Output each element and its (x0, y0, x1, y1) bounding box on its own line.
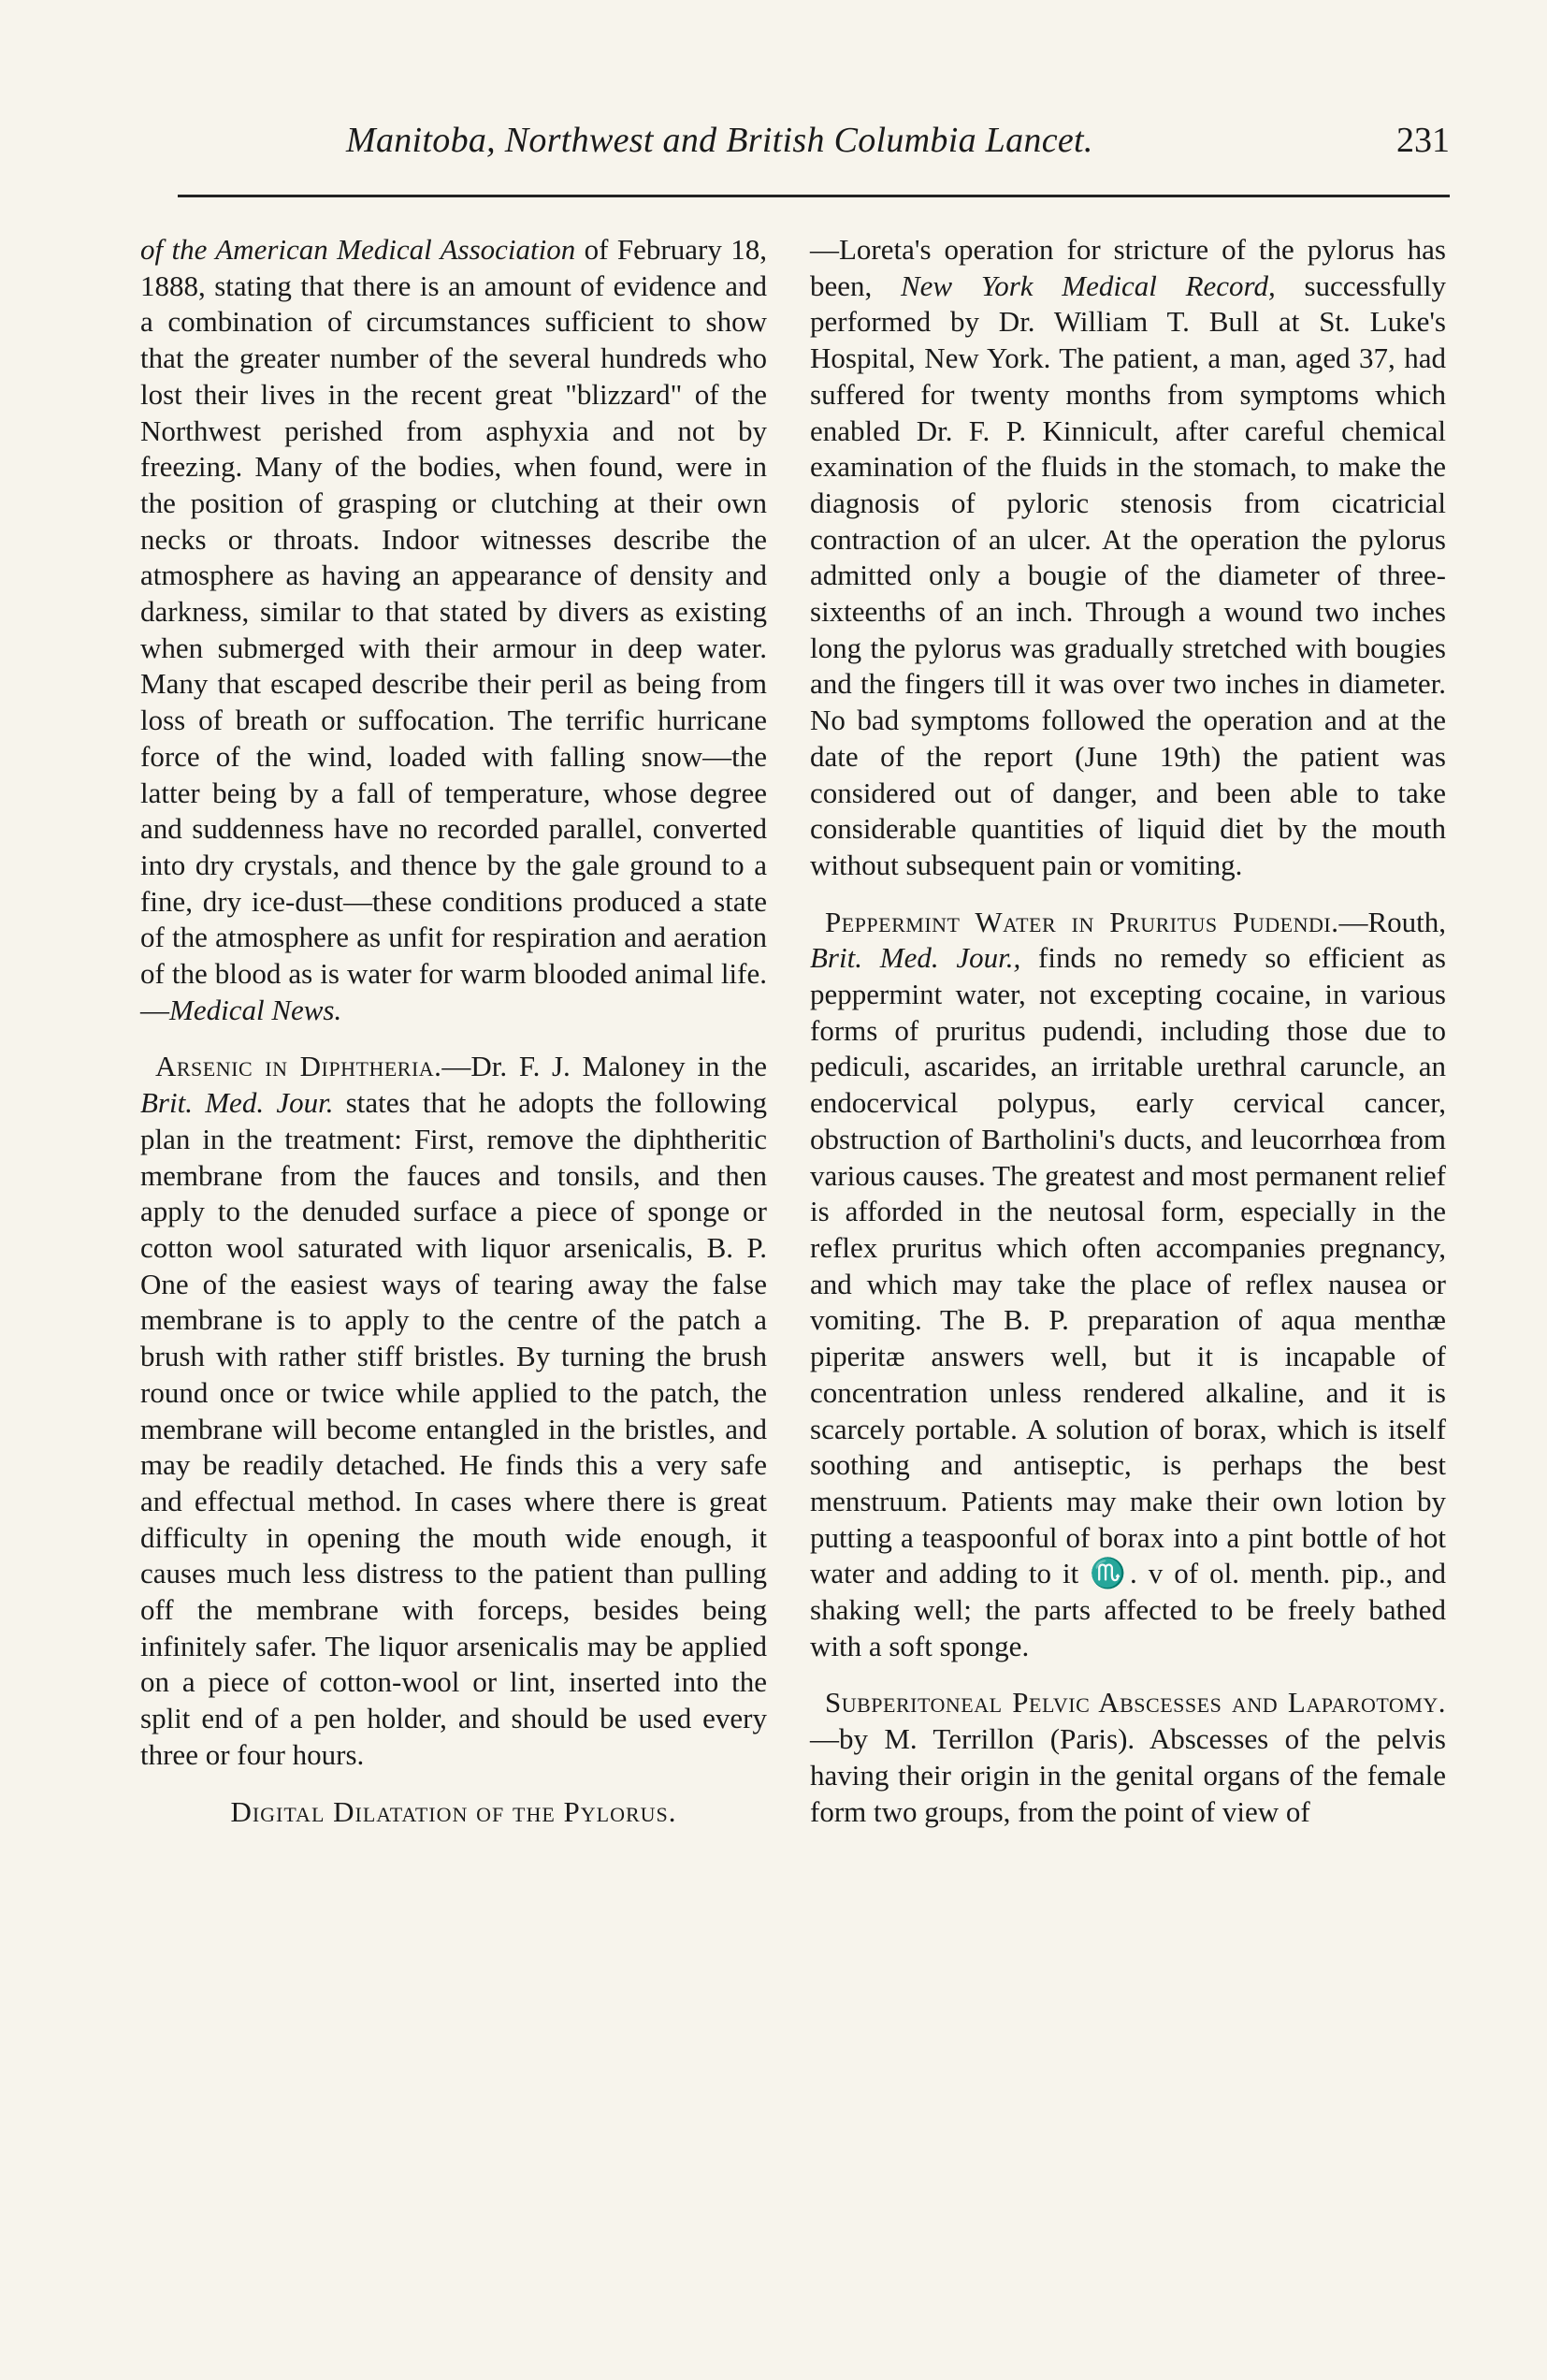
arsenic-paragraph (140, 1049, 767, 1773)
running-title: Manitoba, Northwest and British Columbia Lancet. (346, 121, 1093, 160)
section-heading: Subperitoneal Pelvic Abscesses and Laparotomy. (825, 1686, 1446, 1720)
section-heading: Arsenic in Diphtheria. (155, 1050, 442, 1083)
right-column (810, 232, 1446, 1830)
paragraph-text: —Loreta's operation for stricture of the pylorus has been, (810, 233, 1446, 302)
journal-title: Brit. Med. Jour. (140, 1086, 334, 1120)
paragraph-text: —Routh, (1338, 905, 1446, 938)
page-header (178, 120, 1450, 176)
paragraph-text: of February 18, 1888, stating that there is an amount of evidence and a combination of circumstances sufficient to show that the greater number of the several hundreds who lost their lives in the recent great "blizzard" of the Northwest perished from asphyxia and not by freezing. Many of the bodies, when found, were in the position of grasping or clutching at their own necks or throats. Indoor witnesses describe the atmosphere as having an appearance of density and darkness, similar to that stated by divers as existing when submerged with their armour in deep water. Many that escaped describe their peril as being from loss of breath or suffocation. The terrific hurricane force of the wind, loaded with falling snow—the latter being by a fall of temperature, whose degree and suddenness have no recorded parallel, converted into dry crystals, and thence by the gale ground to a fine, dry ice-dust—these conditions produced a state of the atmosphere as unfit for respiration and aeration of the blood as is water for warm blooded animal life.— (140, 233, 767, 1026)
section-heading: Digital Dilatation of the Pylorus. (230, 1794, 677, 1828)
journal-title: New York Medical Record, (901, 268, 1276, 302)
paragraph-text: —Dr. F. J. Maloney in the (441, 1050, 767, 1083)
paragraph-text: states that he adopts the following plan in the treatment: First, remove the diphtheritic membrane from the fauces and tonsils, and then apply to the denuded surface a piece of sponge or cotton wool saturated with liquor arsenicalis, B. P. One of the easiest ways of tearing away the false membrane is to apply to the centre of the patch a brush with rather stiff bristles. By turning the brush round once or twice while applied to the patch, the membrane will become entangled in the bristles, and may be readily detached. He finds this a very safe and effectual method. In cases where there is great difficulty in opening the mouth wide enough, it causes much less distress to the patient than pulling off the membrane with forceps, besides being infinitely safer. The liquor arsenicalis may be applied on a piece of cotton-wool or lint, inserted into the split end of a pen holder, and should be used every three or four hours. (140, 1086, 767, 1771)
journal-title: Brit. Med. Jour., (810, 941, 1021, 975)
header-rule (178, 195, 1450, 197)
section-heading: Peppermint Water in Pruritus Pudendi. (825, 905, 1339, 938)
blizzard-paragraph (140, 232, 767, 1028)
paragraph-text: finds no remedy so efficient as peppermint water, not excepting cocaine, in various forms of pruritus pudendi, including those due to pediculi, ascarides, an irritable urethral caruncle, an endocervical polypus, early cervical cancer, obstruction of Bartholini's ducts, and leucorrhœa from various causes. The greatest and most permanent relief is afforded in the neutosal form, especially in the reflex pruritus which often accompanies pregnancy, and which may take the place of reflex nausea or vomiting. The B. P. preparation of aqua menthæ piperitæ answers well, but it is incapable of concentration unless rendered alkaline, and it is scarcely portable. A solution of borax, which is itself soothing and antiseptic, is perhaps the best menstruum. Patients may make their own lotion by putting a teaspoonful of borax into a pint bottle of hot water and adding to it ♏. v of ol. menth. pip., and shaking well; the parts affected to be freely bathed with a soft sponge. (810, 941, 1446, 1662)
paragraph-text: successfully performed by Dr. William T. Bull at St. Luke's Hospital, New York. The patient, a man, aged 37, had suffered for twenty months from symptoms which enabled Dr. F. P. Kinnicult, after careful chemical examination of the fluids in the stomach, to make the diagnosis of pyloric stenosis from cicatricial contraction of an ulcer. At the operation the pylorus admitted only a bougie of the diameter of three-sixteenths of an inch. Through a wound two inches long the pylorus was gradually stretched with bougies and the fingers till it was over two inches in diameter. No bad symptoms followed the operation and at the date of the report (June 19th) the patient was considered out of danger, and been able to take considerable quantities of liquid diet by the mouth without subsequent pain or vomiting. (810, 268, 1446, 881)
journal-title: of the American Medical Association (140, 233, 576, 266)
pylorus-paragraph (810, 232, 1446, 884)
source-citation: Medical News. (169, 993, 342, 1026)
page-number: 231 (1396, 121, 1450, 160)
peppermint-paragraph (810, 905, 1446, 1665)
left-column (140, 232, 767, 1830)
paragraph-text: —by M. Terrillon (Paris). Abscesses of the pelvis having their origin in the genital organs of the female form two groups, from the point of view of (810, 1722, 1446, 1828)
abscess-paragraph (810, 1685, 1446, 1830)
